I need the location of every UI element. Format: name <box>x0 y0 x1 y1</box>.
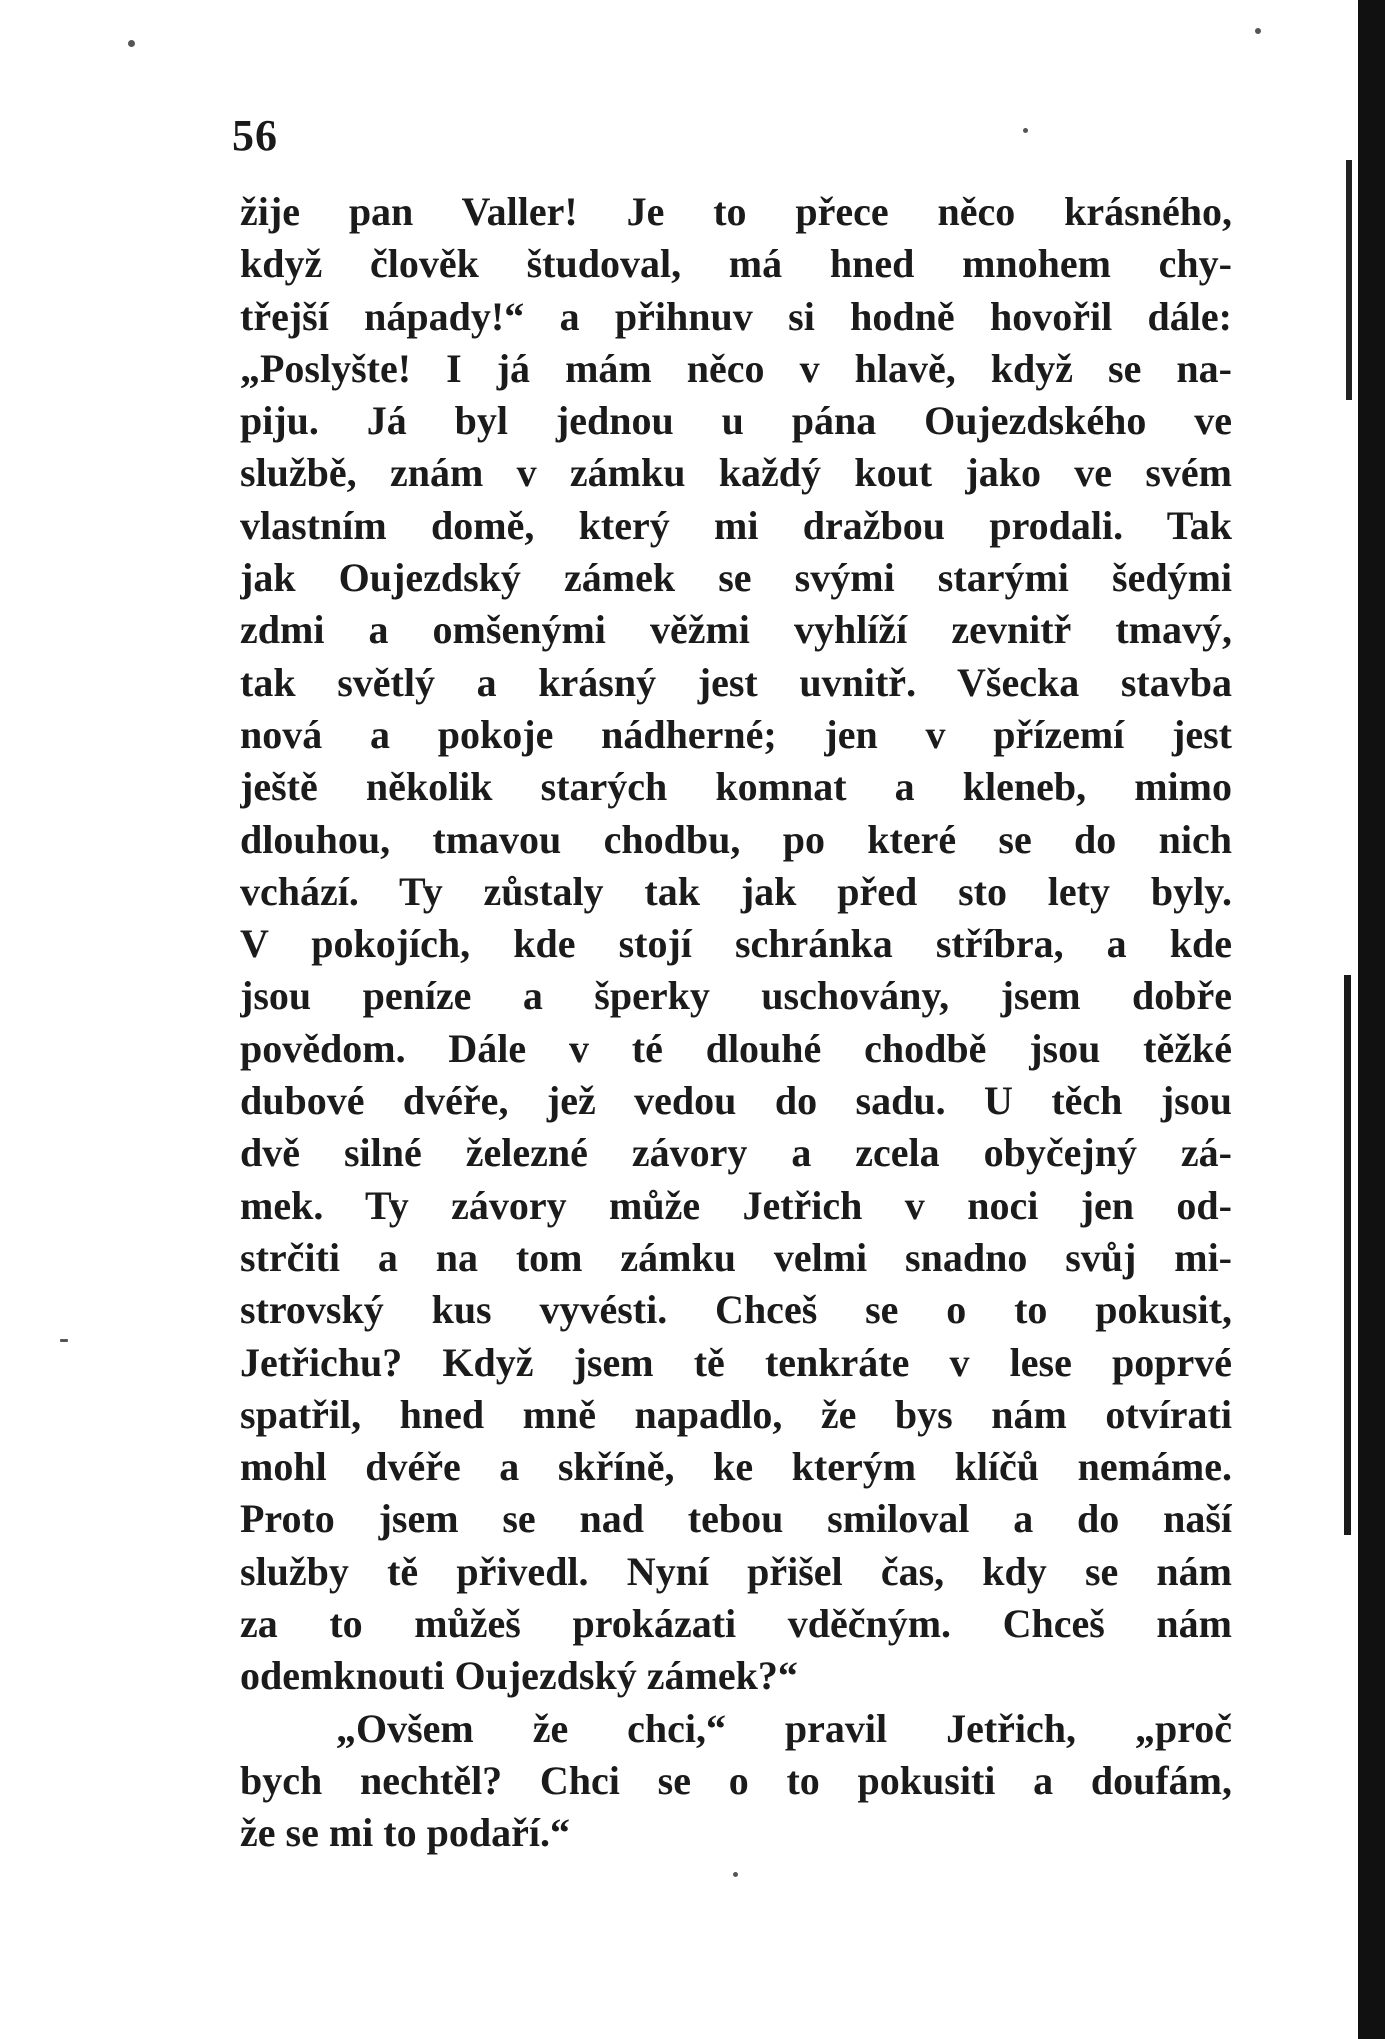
text-line: vchází. Ty zůstaly tak jak před sto lety byly. <box>240 868 1232 914</box>
binding-shadow-upper <box>1346 160 1352 400</box>
binding-shadow-lower <box>1344 975 1351 1535</box>
text-line: piju. Já byl jednou u pána Oujezdského ve <box>240 398 1232 444</box>
text-line: Proto jsem se nad tebou smiloval a do naší <box>240 1496 1232 1542</box>
text-line: služby tě přivedl. Nyní přišel čas, kdy se nám <box>240 1548 1232 1594</box>
text-line: strovský kus vyvésti. Chceš se o to pokusit, <box>240 1287 1232 1333</box>
text-line: bych nechtěl? Chci se o to pokusiti a doufám, <box>240 1757 1232 1803</box>
paper-speck <box>733 1872 738 1877</box>
text-line: když člověk študoval, má hned mnohem chy- <box>240 241 1232 287</box>
text-line: službě, znám v zámku každý kout jako ve svém <box>240 450 1232 496</box>
text-line: mek. Ty závory může Jetřich v noci jen od- <box>240 1182 1232 1228</box>
text-line: dvě silné železné závory a zcela obyčejný zá- <box>240 1130 1232 1176</box>
text-line: Jetřichu? Když jsem tě tenkráte v lese poprvé <box>240 1339 1232 1385</box>
paper-speck <box>1023 128 1028 133</box>
text-line: dubové dvéře, jež vedou do sadu. U těch jsou <box>240 1078 1232 1124</box>
text-line: dlouhou, tmavou chodbu, po které se do nich <box>240 816 1232 862</box>
text-line: povědom. Dále v té dlouhé chodbě jsou těžké <box>240 1025 1232 1071</box>
text-line: nová a pokoje nádherné; jen v přízemí jest <box>240 711 1232 757</box>
text-line: mohl dvéře a skříně, ke kterým klíčů nemáme. <box>240 1444 1232 1490</box>
text-line: třejší nápady!“ a přihnuv si hodně hovořil dále: <box>240 293 1232 339</box>
text-line: za to můžeš prokázati vděčným. Chceš nám <box>240 1601 1232 1647</box>
text-line: jsou peníze a šperky uschovány, jsem dobře <box>240 973 1232 1019</box>
page-number: 56 <box>232 111 278 160</box>
text-line: vlastním domě, který mi dražbou prodali. Tak <box>240 502 1232 548</box>
text-line: ještě několik starých komnat a kleneb, mimo <box>240 764 1232 810</box>
text-line: V pokojích, kde stojí schránka stříbra, a kde <box>240 921 1232 967</box>
paper-speck <box>1255 28 1261 34</box>
text-line: „Poslyšte! I já mám něco v hlavě, když se na- <box>240 345 1232 391</box>
text-line: tak světlý a krásný jest uvnitř. Všecka stavba <box>240 659 1232 705</box>
text-line: že se mi to podaří.“ <box>240 1810 570 1856</box>
text-line: žije pan Valler! Je to přece něco krásného, <box>240 189 1232 234</box>
text-line: spatřil, hned mně napadlo, že bys nám otvírati <box>240 1391 1232 1437</box>
binding-edge <box>1358 0 1385 2039</box>
text-line: jak Oujezdský zámek se svými starými šedými <box>240 555 1232 601</box>
body-text <box>240 186 1232 1860</box>
text-line: strčiti a na tom zámku velmi snadno svůj mi- <box>240 1234 1232 1280</box>
paper-speck <box>60 1339 68 1342</box>
text-line: „Ovšem že chci,“ pravil Jetřich, „proč <box>336 1705 1232 1751</box>
paper-speck <box>128 40 135 47</box>
text-line: zdmi a omšenými věžmi vyhlíží zevnitř tmavý, <box>240 607 1232 653</box>
text-line: odemknouti Oujezdský zámek?“ <box>240 1653 798 1699</box>
